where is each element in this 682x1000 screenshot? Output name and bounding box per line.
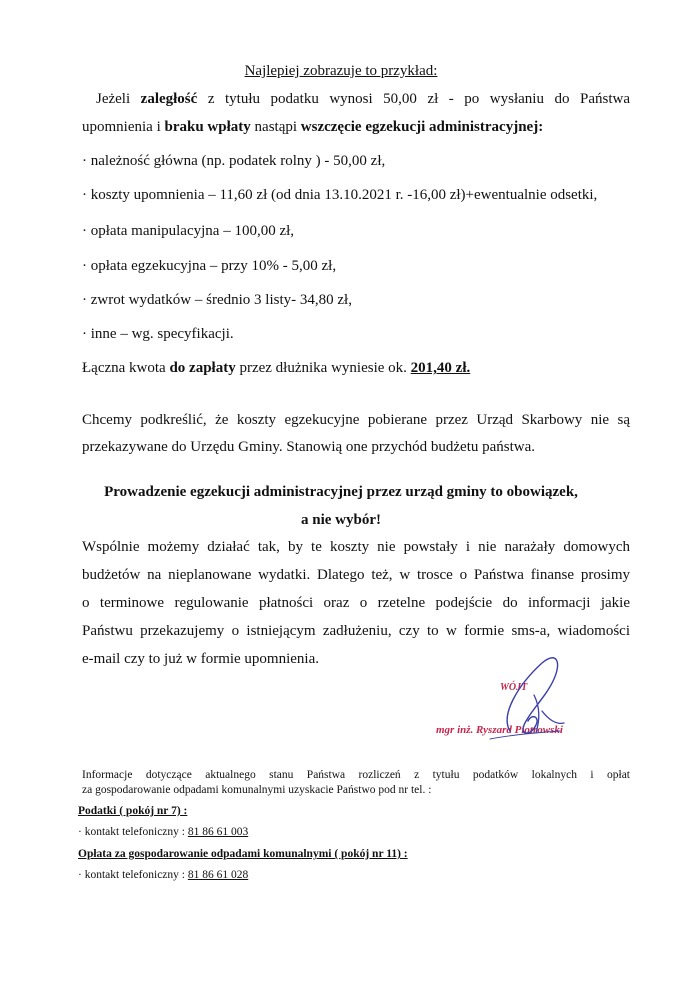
total-line: Łączna kwota do zapłaty przez dłużnika wyniesie ok. 201,40 zł.: [82, 360, 471, 376]
contact-intro-line-2: za gospodarowanie odpadami komunalnymi uzyskacie Państwo pod nr tel. :: [82, 784, 432, 796]
waste-contact-line: · kontakt telefoniczny : 81 86 61 028: [78, 869, 249, 881]
cost-item-expenses: · zwrot wydatków – średnio 3 listy- 34,80 zł,: [82, 292, 352, 308]
appeal-line-3: o terminowe regulowanie płatności oraz o rzetelne podejście do informacji jakie: [82, 595, 630, 611]
emphasis-line-2: przekazywane do Urzędu Gminy. Stanowią one przychód budżetu państwa.: [82, 439, 536, 455]
emphasis-line-1: Chcemy podkreślić, że koszty egzekucyjne pobierane przez Urząd Skarbowy nie są: [82, 412, 630, 428]
intro-line-2: upomnienia i braku wpłaty nastąpi wszczęcie egzekucji administracyjnej:: [82, 119, 544, 135]
stamp-title: WÓJT: [500, 682, 528, 693]
taxes-phone-link[interactable]: 81 86 61 003: [187, 826, 249, 838]
headline-line-2: a nie wybór!: [301, 512, 381, 528]
handwritten-signature-icon: [470, 655, 580, 745]
stamp-name: mgr inż. Ryszard Piotrowski: [436, 724, 563, 736]
appeal-line-1: Wspólnie możemy działać tak, by te koszty nie powstały i nie narażały domowych: [82, 539, 630, 555]
cost-item-enforcement-fee: · opłata egzekucyjna – przy 10% - 5,00 zł,: [82, 258, 337, 274]
example-heading: Najlepiej zobrazuje to przykład:: [244, 63, 438, 79]
cost-item-handling-fee: · opłata manipulacyjna – 100,00 zł,: [82, 223, 295, 239]
waste-phone-link[interactable]: 81 86 61 028: [187, 869, 249, 881]
appeal-line-4: Państwu przekazujemy o istniejącym zadłużeniu, czy to w formie sms-a, wiadomości: [82, 623, 630, 639]
cost-item-main-due: · należność główna (np. podatek rolny ) - 50,00 zł,: [82, 153, 386, 169]
waste-section-title: Opłata za gospodarowanie odpadami komunalnymi ( pokój nr 11) :: [78, 848, 408, 860]
taxes-contact-line: · kontakt telefoniczny : 81 86 61 003: [78, 826, 249, 838]
cost-item-other: · inne – wg. specyfikacji.: [82, 326, 234, 342]
taxes-section-title: Podatki ( pokój nr 7) :: [78, 805, 188, 817]
appeal-line-5: e-mail czy to już w formie upomnienia.: [82, 651, 320, 667]
headline-line-1: Prowadzenie egzekucji administracyjnej przez urząd gminy to obowiązek,: [104, 484, 578, 500]
cost-item-reminder: · koszty upomnienia – 11,60 zł (od dnia 13.10.2021 r. -16,00 zł)+ewentualnie odsetki,: [82, 187, 598, 203]
total-amount: 201,40 zł.: [410, 360, 471, 376]
appeal-line-2: budżetów na nieplanowane wydatki. Dlatego też, w trosce o Państwa finanse prosimy: [82, 567, 630, 583]
contact-intro-line-1: Informacje dotyczące aktualnego stanu Państwa rozliczeń z tytułu podatków lokalnych i opłat: [82, 769, 630, 781]
intro-line-1: Jeżeli zaległość z tytułu podatku wynosi 50,00 zł - po wysłaniu do Państwa: [96, 91, 630, 107]
